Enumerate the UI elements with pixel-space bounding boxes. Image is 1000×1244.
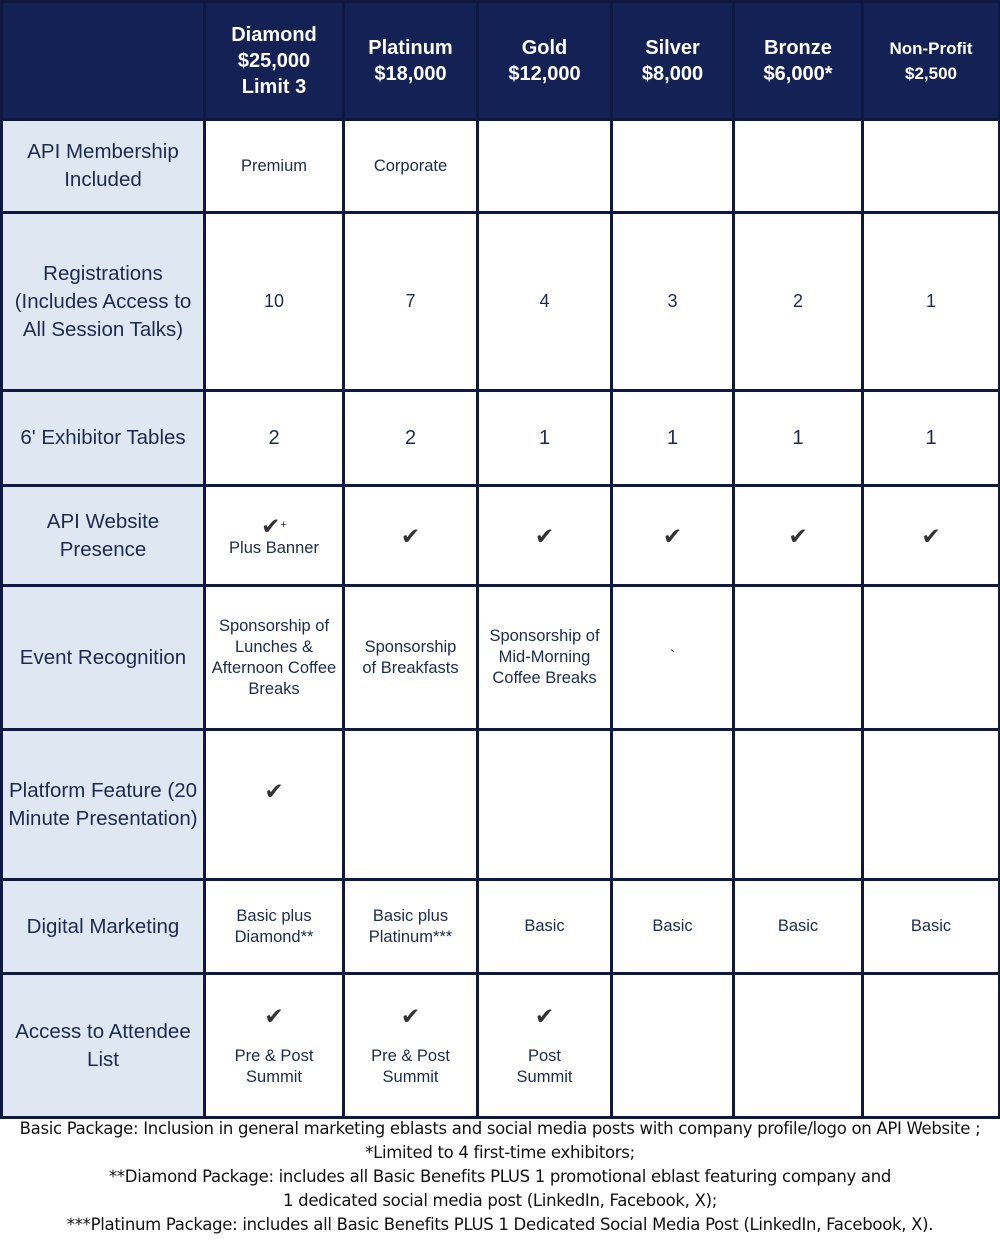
header-row	[2, 2, 1000, 120]
cell-diamond	[205, 974, 344, 1118]
attendee-access-note: Pre & Post Summit	[234, 1046, 314, 1086]
row-registrations	[2, 213, 1000, 391]
attendee-access-note: Post Summit	[516, 1046, 573, 1086]
footnote-diamond-package-cont: 1 dedicated social media post (LinkedIn, Facebook, X);	[283, 1191, 717, 1210]
cell-diamond: Premium	[205, 120, 344, 213]
footnote-limit: *Limited to 4 first-time exhibitors;	[365, 1143, 635, 1162]
tier-price: $12,000	[508, 62, 581, 85]
tier-name: Gold	[521, 36, 568, 59]
cell-non-profit	[863, 586, 1000, 730]
checkmark-icon: ✔	[662, 522, 683, 549]
cell-diamond: 2	[205, 391, 344, 486]
tier-gold	[478, 2, 612, 120]
cell-bronze: 1	[734, 391, 863, 486]
plus-banner-note: Plus Banner	[229, 538, 319, 557]
cell-gold	[478, 486, 612, 586]
cell-bronze	[734, 486, 863, 586]
cell-silver: `	[612, 586, 734, 730]
row-label: Event Recognition	[2, 586, 205, 730]
cell-bronze	[734, 586, 863, 730]
tier-price: $2,500	[905, 63, 957, 83]
cell-gold: 1	[478, 391, 612, 486]
tier-limit: Limit 3	[241, 75, 307, 98]
checkmark-icon	[210, 513, 338, 538]
cell-platinum: Sponsorship of Breakfasts	[344, 586, 478, 730]
cell-non-profit	[863, 730, 1000, 880]
row-label: Access to Attendee List	[2, 974, 205, 1118]
row-label: Digital Marketing	[2, 880, 205, 974]
tier-bronze	[734, 2, 863, 120]
cell-gold	[478, 974, 612, 1118]
cell-diamond: 10	[205, 213, 344, 391]
cell-silver	[612, 486, 734, 586]
cell-gold: Basic	[478, 880, 612, 974]
cell-platinum: Basic plus Platinum***	[344, 880, 478, 974]
cell-bronze: Basic	[734, 880, 863, 974]
cell-bronze	[734, 120, 863, 213]
row-label: API Membership Included	[2, 120, 205, 213]
row-website-presence	[2, 486, 1000, 586]
footnote-diamond-package: **Diamond Package: includes all Basic Benefits PLUS 1 promotional eblast featuring company and	[108, 1167, 892, 1186]
row-label: API Website Presence	[2, 486, 205, 586]
cell-silver: 3	[612, 213, 734, 391]
tier-price: $8,000	[641, 62, 704, 85]
cell-gold	[478, 120, 612, 213]
cell-non-profit	[863, 486, 1000, 586]
tier-name: Platinum	[368, 36, 453, 59]
checkmark-icon: ✔	[534, 522, 555, 549]
tier-silver	[612, 2, 734, 120]
attendee-access-note: Pre & Post Summit	[371, 1046, 450, 1086]
cell-platinum	[344, 486, 478, 586]
row-label: Platform Feature (20 Minute Presentation)	[2, 730, 205, 880]
checkmark-icon: ✔	[400, 522, 421, 549]
cell-diamond	[205, 486, 344, 586]
cell-non-profit: 1	[863, 391, 1000, 486]
row-membership	[2, 120, 1000, 213]
cell-bronze	[734, 730, 863, 880]
tier-price: $25,000	[237, 49, 311, 72]
checkmark-icon: ✔	[264, 1002, 284, 1029]
tier-name: Diamond	[231, 23, 317, 46]
tier-diamond	[205, 2, 344, 120]
row-event-recognition	[2, 586, 1000, 730]
tier-price: $6,000*	[763, 62, 833, 85]
cell-gold: 4	[478, 213, 612, 391]
checkmark-icon: ✔	[788, 522, 808, 549]
cell-diamond: Basic plus Diamond**	[205, 880, 344, 974]
checkmark-glyph: ✔	[261, 512, 281, 539]
checkmark-icon: ✔	[264, 778, 284, 804]
tier-price: $18,000	[374, 62, 447, 85]
cell-platinum: 7	[344, 213, 478, 391]
cell-silver: Basic	[612, 880, 734, 974]
footnote-basic-package: Basic Package: Inclusion in general marketing eblasts and social media posts with company profile/logo on API Website ;	[19, 1119, 981, 1138]
checkmark-icon: ✔	[400, 1002, 421, 1029]
cell-non-profit	[863, 974, 1000, 1118]
footnotes	[0, 1117, 1000, 1237]
cell-diamond: Sponsorship of Lunches & Afternoon Coffee Breaks	[205, 586, 344, 730]
cell-gold: Sponsorship of Mid-Morning Coffee Breaks	[478, 586, 612, 730]
cell-silver	[612, 730, 734, 880]
cell-platinum: Corporate	[344, 120, 478, 213]
row-attendee-list	[2, 974, 1000, 1118]
row-digital-marketing	[2, 880, 1000, 974]
header-corner	[2, 2, 205, 120]
cell-non-profit	[863, 120, 1000, 213]
cell-silver	[612, 120, 734, 213]
row-label: Registrations (Includes Access to All Session Talks)	[2, 213, 205, 391]
cell-bronze: 2	[734, 213, 863, 391]
cell-platinum	[344, 974, 478, 1118]
row-label: 6' Exhibitor Tables	[2, 391, 205, 486]
checkmark-icon: ✔	[534, 1002, 555, 1029]
checkmark-icon: ✔	[921, 522, 941, 549]
row-exhibitor-tables	[2, 391, 1000, 486]
cell-gold	[478, 730, 612, 880]
cell-non-profit: 1	[863, 213, 1000, 391]
cell-diamond	[205, 730, 344, 880]
tier-platinum	[344, 2, 478, 120]
cell-silver	[612, 974, 734, 1118]
tier-name: Silver	[645, 36, 700, 59]
tier-name: Non-Profit	[889, 38, 973, 58]
cell-platinum	[344, 730, 478, 880]
cell-non-profit: Basic	[863, 880, 1000, 974]
tier-name: Bronze	[764, 36, 832, 59]
cell-bronze	[734, 974, 863, 1118]
row-platform-feature	[2, 730, 1000, 880]
plus-icon: +	[280, 518, 287, 531]
tier-non-profit	[863, 2, 1000, 120]
cell-platinum: 2	[344, 391, 478, 486]
cell-silver: 1	[612, 391, 734, 486]
footnote-platinum-package: ***Platinum Package: includes all Basic Benefits PLUS 1 Dedicated Social Media Post (LinkedIn, Facebook, X).	[66, 1215, 934, 1234]
